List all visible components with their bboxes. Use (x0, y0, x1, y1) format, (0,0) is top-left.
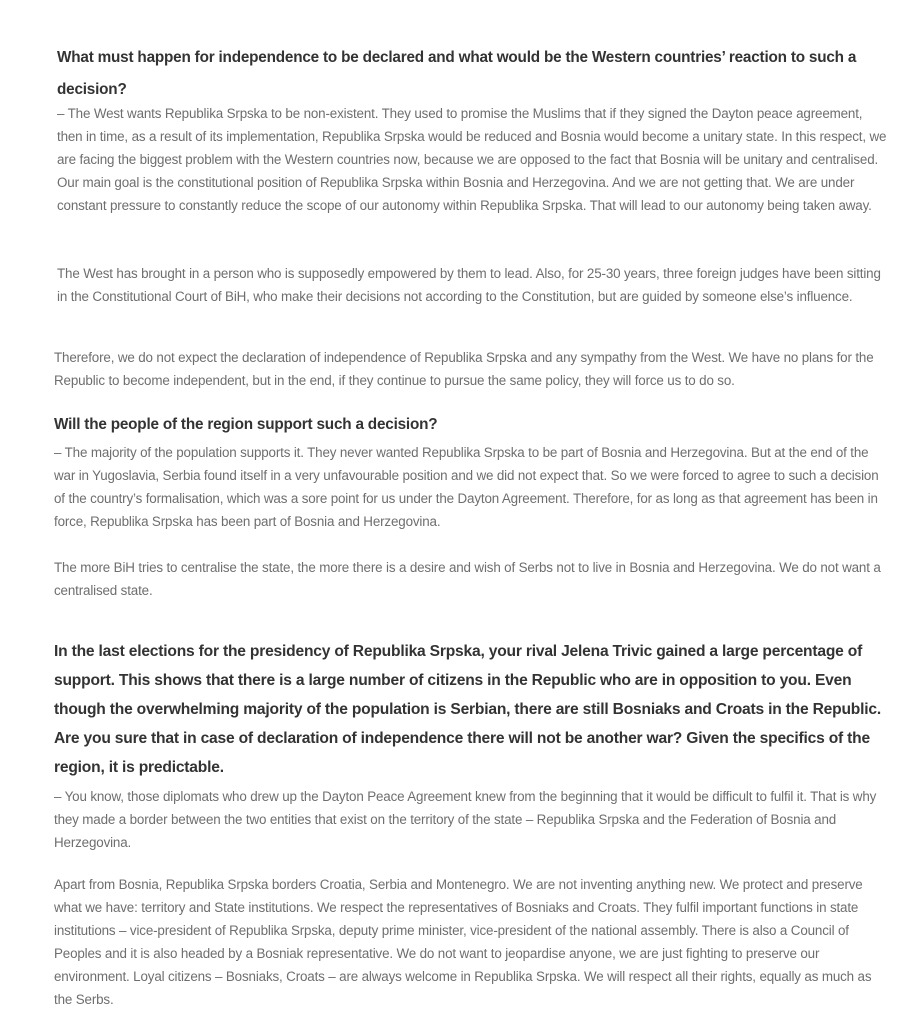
interview-question: What must happen for independence to be declared and what would be the Western countries’ reaction to such a decision? (57, 49, 857, 99)
interview-question: Will the people of the region support such a decision? (54, 416, 438, 434)
interview-question: In the last elections for the presidency of Republika Srpska, your rival Jelena Trivic gained a large percentage of support. This shows that there is a large number of citizens in the Republic who are in opposition to you. Even though the overwhelming majority of the population is Serbian, there are still Bosniaks and Croats in the Republic. Are you sure that in case of declaration of independence there will not be another war? Given the specifics of the region, it is predictable. (54, 642, 881, 776)
interview-answer: – You know, those diplomats who drew up the Dayton Peace Agreement knew from the beginning that it would be difficult to fulfil it. That is why they made a border between the two entities that exist on the territory of the state – Republika Srpska and the Federation of Bosnia and Herzegovina. (54, 789, 877, 851)
interview-answer: – The majority of the population supports it. They never wanted Republika Srpska to be part of Bosnia and Herzegovina. But at the end of the war in Yugoslavia, Serbia found itself in a very unfavourable position and we did not expect that. So we were forced to agree to such a decision of the country’s formalisation, which was a sore point for us under the Dayton Agreement. Therefore, for as long as that agreement has been in force, Republika Srpska has been part of Bosnia and Herzegovina. (54, 445, 879, 530)
interview-answer: Apart from Bosnia, Republika Srpska borders Croatia, Serbia and Montenegro. We are not inventing anything new. We protect and preserve what we have: territory and State institutions. We respect the representatives of Bosniaks and Croats. They fulfil important functions in state institutions – vice-president of Republika Srpska, deputy prime minister, vice-president of the national assembly. There is also a Council of Peoples and it is also headed by a Bosniak representative. We do not want to jeopardise anyone, we are just fighting to preserve our environment. Loyal citizens – Bosniaks, Croats – are always welcome in Republika Srpska. We will respect all their rights, equally as much as the Serbs. (54, 877, 872, 1008)
interview-answer: Therefore, we do not expect the declaration of independence of Republika Srpska and any sympathy from the West. We have no plans for the Republic to become independent, but in the end, if they continue to pursue the same policy, they will force us to do so. (54, 350, 874, 389)
interview-answer: The West has brought in a person who is supposedly empowered by them to lead. Also, for 25-30 years, three foreign judges have been sitting in the Constitutional Court of BiH, who make their decisions not according to the Constitution, but are guided by someone else’s influence. (57, 266, 881, 305)
interview-answer: The more BiH tries to centralise the state, the more there is a desire and wish of Serbs not to live in Bosnia and Herzegovina. We do not want a centralised state. (54, 560, 881, 599)
interview-answer: – The West wants Republika Srpska to be non-existent. They used to promise the Muslims that if they signed the Dayton peace agreement, then in time, as a result of its implementation, Republika Srpska would be reduced and Bosnia would become a unitary state. In this respect, we are facing the biggest problem with the Western countries now, because we are opposed to the fact that Bosnia will be unitary and centralised. Our main goal is the constitutional position of Republika Srpska within Bosnia and Herzegovina. And we are not getting that. We are under constant pressure to constantly reduce the scope of our autonomy within Republika Srpska. That will lead to our autonomy being taken away. (57, 106, 887, 214)
